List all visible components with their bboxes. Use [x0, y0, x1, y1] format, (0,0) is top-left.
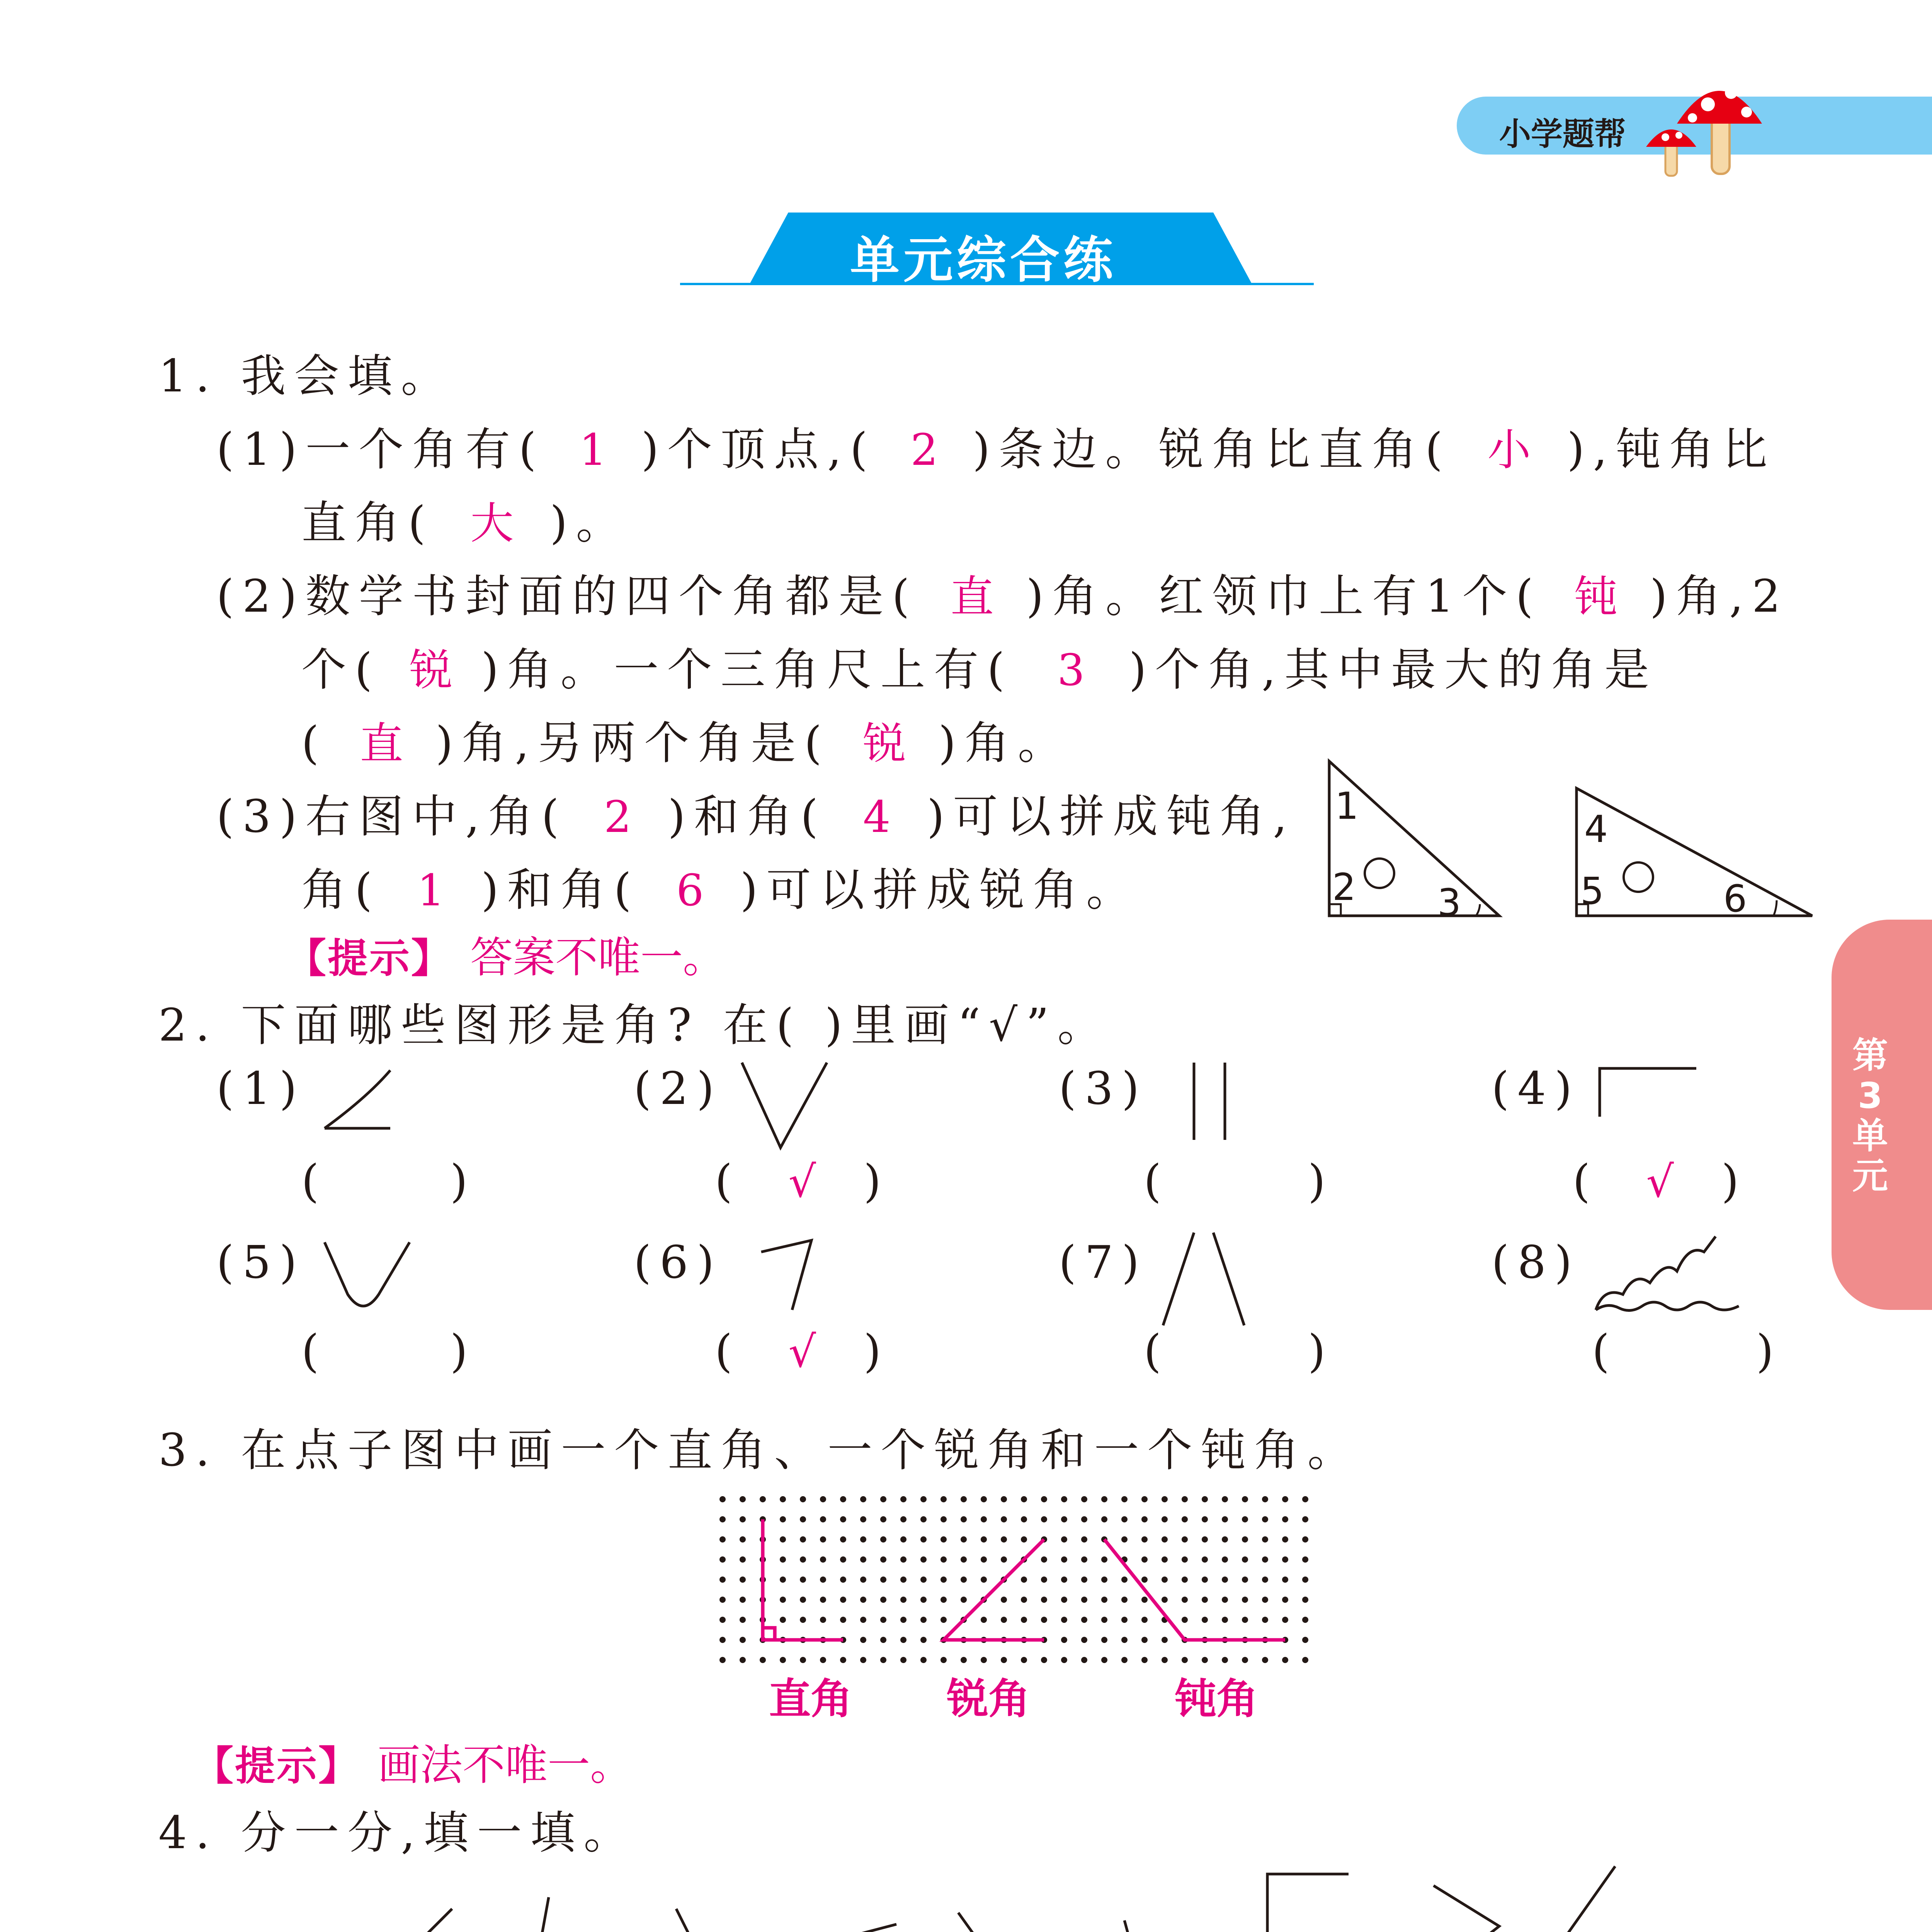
- q2-bracket-8: ( ): [1592, 1325, 1782, 1378]
- grid-dot: [840, 1536, 846, 1543]
- grid-dot: [940, 1496, 947, 1502]
- q2-fig-2: [734, 1059, 835, 1151]
- grid-dot: [1262, 1536, 1268, 1543]
- q2-bracket-2: ( √ ): [715, 1155, 890, 1208]
- grid-dot: [900, 1597, 906, 1603]
- grid-dot: [940, 1516, 947, 1522]
- grid-dot: [1101, 1637, 1107, 1643]
- grid-dot: [1302, 1556, 1308, 1563]
- grid-dot: [820, 1597, 826, 1603]
- grid-dot: [1001, 1597, 1007, 1603]
- grid-dot: [1302, 1657, 1308, 1663]
- grid-dot: [1081, 1556, 1087, 1563]
- grid-dot: [1021, 1496, 1027, 1502]
- grid-dot: [1162, 1536, 1168, 1543]
- grid-dot: [860, 1496, 866, 1502]
- grid-dot: [961, 1536, 967, 1543]
- grid-dot: [740, 1536, 746, 1543]
- grid-dot: [1041, 1657, 1047, 1663]
- q2-fig-3: [1182, 1059, 1236, 1144]
- q2-item-4-label: (4): [1492, 1063, 1581, 1115]
- grid-dot: [1282, 1597, 1288, 1603]
- grid-dot: [780, 1617, 786, 1623]
- q2-item-8-label: (8): [1492, 1236, 1581, 1289]
- grid-dot: [1222, 1496, 1228, 1502]
- grid-dot: [760, 1496, 766, 1502]
- grid-dot: [900, 1657, 906, 1663]
- grid-dot: [1222, 1597, 1228, 1603]
- tri-label-6: 6: [1723, 877, 1747, 920]
- grid-dot: [1222, 1536, 1228, 1543]
- grid-dot: [1141, 1657, 1148, 1663]
- grid-dot: [1282, 1496, 1288, 1502]
- grid-dot: [1242, 1577, 1248, 1583]
- grid-dot: [740, 1496, 746, 1502]
- grid-dot: [1001, 1516, 1007, 1522]
- grid-dot: [981, 1556, 987, 1563]
- grid-dot: [981, 1496, 987, 1502]
- tri-label-2: 2: [1332, 866, 1356, 909]
- grid-dot: [800, 1577, 806, 1583]
- q2-item-5-label: (5): [216, 1236, 306, 1289]
- grid-dot: [1121, 1577, 1128, 1583]
- grid-dot: [880, 1617, 886, 1623]
- grid-dot: [1001, 1496, 1007, 1502]
- q3-hint: 【提示】 画法不唯一。: [193, 1740, 633, 1790]
- grid-dot: [920, 1516, 927, 1522]
- grid-dot: [1041, 1597, 1047, 1603]
- q2-fig-8: [1588, 1229, 1743, 1314]
- grid-dot: [1121, 1617, 1128, 1623]
- grid-dot: [1202, 1617, 1208, 1623]
- grid-dot: [1121, 1597, 1128, 1603]
- grid-dot: [1101, 1617, 1107, 1623]
- grid-dot: [800, 1536, 806, 1543]
- q1-line7: 角( 1 )和角( 6 )可以拼成锐角。: [301, 864, 1140, 916]
- grid-dot: [940, 1597, 947, 1603]
- grid-dot: [1001, 1657, 1007, 1663]
- q1-line1: (1)一个角有( 1 )个顶点,( 2 )条边。锐角比直角( 小 ),钝角比: [216, 423, 1776, 476]
- grid-dot: [860, 1637, 866, 1643]
- grid-dot: [880, 1556, 886, 1563]
- grid-dot: [1141, 1577, 1148, 1583]
- grid-dot: [840, 1496, 846, 1502]
- grid-dot: [780, 1516, 786, 1522]
- grid-dot: [780, 1577, 786, 1583]
- grid-dot: [1202, 1657, 1208, 1663]
- grid-dot: [1061, 1556, 1067, 1563]
- grid-dot: [820, 1657, 826, 1663]
- grid-dot: [740, 1617, 746, 1623]
- grid-dot: [1302, 1536, 1308, 1543]
- grid-dot: [1262, 1577, 1268, 1583]
- grid-dot: [719, 1577, 726, 1583]
- grid-dot: [740, 1556, 746, 1563]
- grid-dot: [840, 1617, 846, 1623]
- grid-dot: [1162, 1597, 1168, 1603]
- grid-dot: [1101, 1556, 1107, 1563]
- q3-label-obtuse-angle: 钝角: [1175, 1675, 1259, 1723]
- q2-item-6-label: (6): [634, 1236, 723, 1289]
- grid-dot: [1262, 1657, 1268, 1663]
- grid-dot: [719, 1617, 726, 1623]
- grid-dot: [940, 1577, 947, 1583]
- grid-dot: [719, 1536, 726, 1543]
- grid-dot: [1001, 1617, 1007, 1623]
- grid-dot: [1001, 1556, 1007, 1563]
- q4-angle-figures: [379, 1862, 1654, 1932]
- grid-dot: [1302, 1516, 1308, 1522]
- grid-dot: [900, 1556, 906, 1563]
- grid-dot: [981, 1657, 987, 1663]
- grid-dot: [1162, 1577, 1168, 1583]
- tri-label-5: 5: [1580, 869, 1604, 913]
- grid-dot: [780, 1496, 786, 1502]
- grid-dot: [1101, 1577, 1107, 1583]
- grid-dot: [840, 1657, 846, 1663]
- q1-title: 1. 我会填。: [158, 350, 454, 402]
- grid-dot: [1162, 1657, 1168, 1663]
- grid-dot: [1041, 1577, 1047, 1583]
- grid-dot: [860, 1516, 866, 1522]
- grid-dot: [719, 1556, 726, 1563]
- grid-dot: [1162, 1516, 1168, 1522]
- grid-dot: [1041, 1556, 1047, 1563]
- grid-dot: [1242, 1536, 1248, 1543]
- grid-dot: [800, 1496, 806, 1502]
- q1-hint: 【提示】 答案不唯一。: [286, 933, 726, 982]
- grid-dot: [981, 1577, 987, 1583]
- grid-dot: [1242, 1597, 1248, 1603]
- grid-dot: [1021, 1536, 1027, 1543]
- q1-line4: 个( 锐 )角。一个三角尺上有( 3 )个角,其中最大的角是: [301, 644, 1658, 696]
- q2-bracket-5: ( ): [301, 1325, 476, 1378]
- grid-dot: [1242, 1617, 1248, 1623]
- grid-dot: [981, 1617, 987, 1623]
- grid-dot: [800, 1617, 806, 1623]
- grid-dot: [1001, 1536, 1007, 1543]
- grid-dot: [860, 1556, 866, 1563]
- grid-dot: [840, 1516, 846, 1522]
- grid-dot: [1141, 1516, 1148, 1522]
- grid-dot: [860, 1657, 866, 1663]
- grid-dot: [1081, 1496, 1087, 1502]
- grid-dot: [1081, 1617, 1087, 1623]
- q4-title: 4. 分一分,填一填。: [158, 1807, 637, 1859]
- grid-dot: [1262, 1516, 1268, 1522]
- grid-dot: [820, 1556, 826, 1563]
- grid-dot: [760, 1657, 766, 1663]
- grid-dot: [940, 1617, 947, 1623]
- tri-label-1: 1: [1335, 784, 1359, 828]
- grid-dot: [1021, 1577, 1027, 1583]
- q2-item-3-label: (3): [1059, 1063, 1148, 1115]
- grid-dot: [1162, 1496, 1168, 1502]
- grid-dot: [920, 1536, 927, 1543]
- grid-dot: [860, 1597, 866, 1603]
- grid-dot: [1021, 1516, 1027, 1522]
- grid-dot: [1222, 1556, 1228, 1563]
- grid-dot: [880, 1597, 886, 1603]
- grid-dot: [1282, 1657, 1288, 1663]
- grid-dot: [740, 1657, 746, 1663]
- grid-dot: [880, 1496, 886, 1502]
- grid-dot: [860, 1617, 866, 1623]
- grid-dot: [1141, 1637, 1148, 1643]
- grid-dot: [1202, 1516, 1208, 1522]
- tri-label-4: 4: [1584, 808, 1608, 851]
- grid-dot: [800, 1516, 806, 1522]
- grid-dot: [1041, 1496, 1047, 1502]
- grid-dot: [1182, 1516, 1188, 1522]
- grid-dot: [961, 1597, 967, 1603]
- grid-dot: [1141, 1556, 1148, 1563]
- grid-dot: [1242, 1657, 1248, 1663]
- unit-tab-text: 第 3 单 元: [1852, 1035, 1888, 1197]
- grid-dot: [981, 1536, 987, 1543]
- grid-dot: [1061, 1577, 1067, 1583]
- grid-dot: [1242, 1556, 1248, 1563]
- grid-dot: [1282, 1516, 1288, 1522]
- grid-dot: [1182, 1597, 1188, 1603]
- triangle-right-figure: [1573, 784, 1816, 923]
- grid-dot: [1202, 1496, 1208, 1502]
- mushroom-icon: [1634, 70, 1774, 178]
- tri-label-3: 3: [1437, 881, 1461, 924]
- grid-dot: [1302, 1617, 1308, 1623]
- grid-dot: [1061, 1516, 1067, 1522]
- grid-dot: [860, 1536, 866, 1543]
- grid-dot: [1081, 1516, 1087, 1522]
- grid-dot: [1121, 1516, 1128, 1522]
- grid-dot: [800, 1597, 806, 1603]
- grid-dot: [1202, 1556, 1208, 1563]
- grid-dot: [880, 1657, 886, 1663]
- grid-dot: [1182, 1657, 1188, 1663]
- q2-fig-4: [1592, 1063, 1700, 1121]
- grid-dot: [940, 1657, 947, 1663]
- grid-dot: [1202, 1597, 1208, 1603]
- grid-dot: [961, 1657, 967, 1663]
- grid-dot: [1202, 1577, 1208, 1583]
- grid-dot: [1081, 1536, 1087, 1543]
- grid-dot: [1162, 1637, 1168, 1643]
- grid-dot: [961, 1516, 967, 1522]
- grid-dot: [1262, 1496, 1268, 1502]
- grid-dot: [1182, 1617, 1188, 1623]
- grid-dot: [800, 1556, 806, 1563]
- grid-dot: [900, 1637, 906, 1643]
- grid-dot: [820, 1496, 826, 1502]
- grid-dot: [719, 1496, 726, 1502]
- grid-dot: [1041, 1516, 1047, 1522]
- grid-dot: [940, 1556, 947, 1563]
- grid-dot: [1021, 1657, 1027, 1663]
- q2-bracket-3: ( ): [1144, 1155, 1334, 1208]
- grid-dot: [1041, 1617, 1047, 1623]
- grid-dot: [800, 1657, 806, 1663]
- grid-dot: [1121, 1637, 1128, 1643]
- q1-line6: (3)右图中,角( 2 )和角( 4 )可以拼成钝角,: [216, 791, 1296, 843]
- grid-dot: [961, 1577, 967, 1583]
- grid-dot: [1162, 1556, 1168, 1563]
- q2-bracket-6: ( √ ): [715, 1325, 890, 1378]
- grid-dot: [1121, 1496, 1128, 1502]
- grid-dot: [1121, 1536, 1128, 1543]
- grid-dot: [1282, 1556, 1288, 1563]
- grid-dot: [1121, 1657, 1128, 1663]
- grid-dot: [1302, 1496, 1308, 1502]
- q3-title: 3. 在点子图中画一个直角、一个锐角和一个钝角。: [158, 1424, 1361, 1476]
- grid-dot: [1282, 1536, 1288, 1543]
- grid-dot: [1101, 1597, 1107, 1603]
- q1-line3: (2)数学书封面的四个角都是( 直 )角。红领巾上有1个( 钝 )角,2: [216, 570, 1789, 622]
- grid-dot: [820, 1577, 826, 1583]
- grid-dot: [1262, 1556, 1268, 1563]
- grid-dot: [1242, 1496, 1248, 1502]
- grid-dot: [719, 1597, 726, 1603]
- grid-dot: [1101, 1496, 1107, 1502]
- grid-dot: [740, 1577, 746, 1583]
- grid-dot: [920, 1657, 927, 1663]
- grid-dot: [1182, 1577, 1188, 1583]
- grid-dot: [820, 1536, 826, 1543]
- grid-dot: [900, 1496, 906, 1502]
- q3-label-right-angle: 直角: [769, 1675, 853, 1723]
- grid-dot: [1141, 1617, 1148, 1623]
- grid-dot: [1282, 1617, 1288, 1623]
- grid-dot: [1101, 1516, 1107, 1522]
- q2-fig-7: [1155, 1229, 1256, 1329]
- grid-dot: [1061, 1496, 1067, 1502]
- grid-dot: [1141, 1536, 1148, 1543]
- grid-dot: [1242, 1516, 1248, 1522]
- grid-dot: [1061, 1597, 1067, 1603]
- grid-dot: [1061, 1536, 1067, 1543]
- grid-dot: [920, 1597, 927, 1603]
- grid-dot: [1302, 1577, 1308, 1583]
- grid-dot: [780, 1556, 786, 1563]
- brand-label: 小学题帮: [1499, 116, 1626, 153]
- grid-dot: [740, 1516, 746, 1522]
- grid-dot: [900, 1617, 906, 1623]
- grid-dot: [780, 1657, 786, 1663]
- grid-dot: [920, 1496, 927, 1502]
- dot-grid: [715, 1492, 1310, 1669]
- grid-dot: [860, 1577, 866, 1583]
- grid-dot: [900, 1536, 906, 1543]
- grid-dot: [719, 1516, 726, 1522]
- q2-item-7-label: (7): [1059, 1236, 1148, 1289]
- grid-dot: [961, 1496, 967, 1502]
- grid-dot: [981, 1516, 987, 1522]
- q2-fig-1: [321, 1063, 398, 1132]
- grid-dot: [1182, 1556, 1188, 1563]
- grid-dot: [719, 1637, 726, 1643]
- grid-dot: [1182, 1536, 1188, 1543]
- q2-fig-6: [757, 1236, 819, 1314]
- grid-dot: [740, 1597, 746, 1603]
- grid-dot: [1302, 1637, 1308, 1643]
- grid-dot: [780, 1597, 786, 1603]
- grid-dot: [1141, 1597, 1148, 1603]
- q1-line2: 直角( 大 )。: [301, 497, 629, 549]
- grid-dot: [1021, 1617, 1027, 1623]
- grid-dot: [719, 1657, 726, 1663]
- grid-dot: [1262, 1617, 1268, 1623]
- grid-dot: [880, 1577, 886, 1583]
- grid-dot: [920, 1577, 927, 1583]
- grid-dot: [920, 1637, 927, 1643]
- grid-dot: [900, 1516, 906, 1522]
- q2-bracket-1: ( ): [301, 1155, 476, 1208]
- grid-dot: [780, 1536, 786, 1543]
- grid-dot: [840, 1556, 846, 1563]
- grid-dot: [1061, 1657, 1067, 1663]
- grid-dot: [1061, 1617, 1067, 1623]
- grid-dot: [820, 1516, 826, 1522]
- grid-dot: [1141, 1496, 1148, 1502]
- grid-dot: [1262, 1597, 1268, 1603]
- grid-dot: [1081, 1577, 1087, 1583]
- grid-dot: [820, 1617, 826, 1623]
- grid-dot: [1081, 1637, 1087, 1643]
- grid-dot: [961, 1556, 967, 1563]
- q2-fig-5: [321, 1236, 413, 1314]
- grid-dot: [1061, 1637, 1067, 1643]
- grid-dot: [1202, 1536, 1208, 1543]
- grid-dot: [840, 1577, 846, 1583]
- q2-bracket-7: ( ): [1144, 1325, 1334, 1378]
- grid-dot: [880, 1516, 886, 1522]
- grid-dot: [1282, 1577, 1288, 1583]
- grid-dot: [1222, 1617, 1228, 1623]
- grid-dot: [1222, 1577, 1228, 1583]
- grid-dot: [900, 1577, 906, 1583]
- grid-dot: [880, 1637, 886, 1643]
- q3-label-acute-angle: 锐角: [947, 1675, 1031, 1723]
- grid-dot: [1081, 1597, 1087, 1603]
- grid-dot: [740, 1637, 746, 1643]
- drawn-obtuse-angle: [1104, 1539, 1285, 1640]
- drawn-acute-angle: [944, 1539, 1044, 1640]
- grid-dot: [940, 1536, 947, 1543]
- grid-dot: [1081, 1657, 1087, 1663]
- grid-dot: [1222, 1516, 1228, 1522]
- q2-item-2-label: (2): [634, 1063, 723, 1115]
- q2-item-1-label: (1): [216, 1063, 306, 1115]
- grid-dot: [920, 1617, 927, 1623]
- grid-dot: [1222, 1657, 1228, 1663]
- q1-line5: ( 直 )角,另两个角是( 锐 )角。: [301, 717, 1071, 769]
- q2-title: 2. 下面哪些图形是角? 在( )里画“√”。: [158, 999, 1111, 1051]
- grid-dot: [840, 1597, 846, 1603]
- grid-dot: [1021, 1597, 1027, 1603]
- q2-bracket-4: ( √ ): [1573, 1155, 1748, 1208]
- page-title: 单元综合练: [850, 231, 1117, 289]
- grid-dot: [920, 1556, 927, 1563]
- grid-dot: [1182, 1496, 1188, 1502]
- grid-dot: [1101, 1657, 1107, 1663]
- grid-dot: [1302, 1597, 1308, 1603]
- grid-dot: [880, 1536, 886, 1543]
